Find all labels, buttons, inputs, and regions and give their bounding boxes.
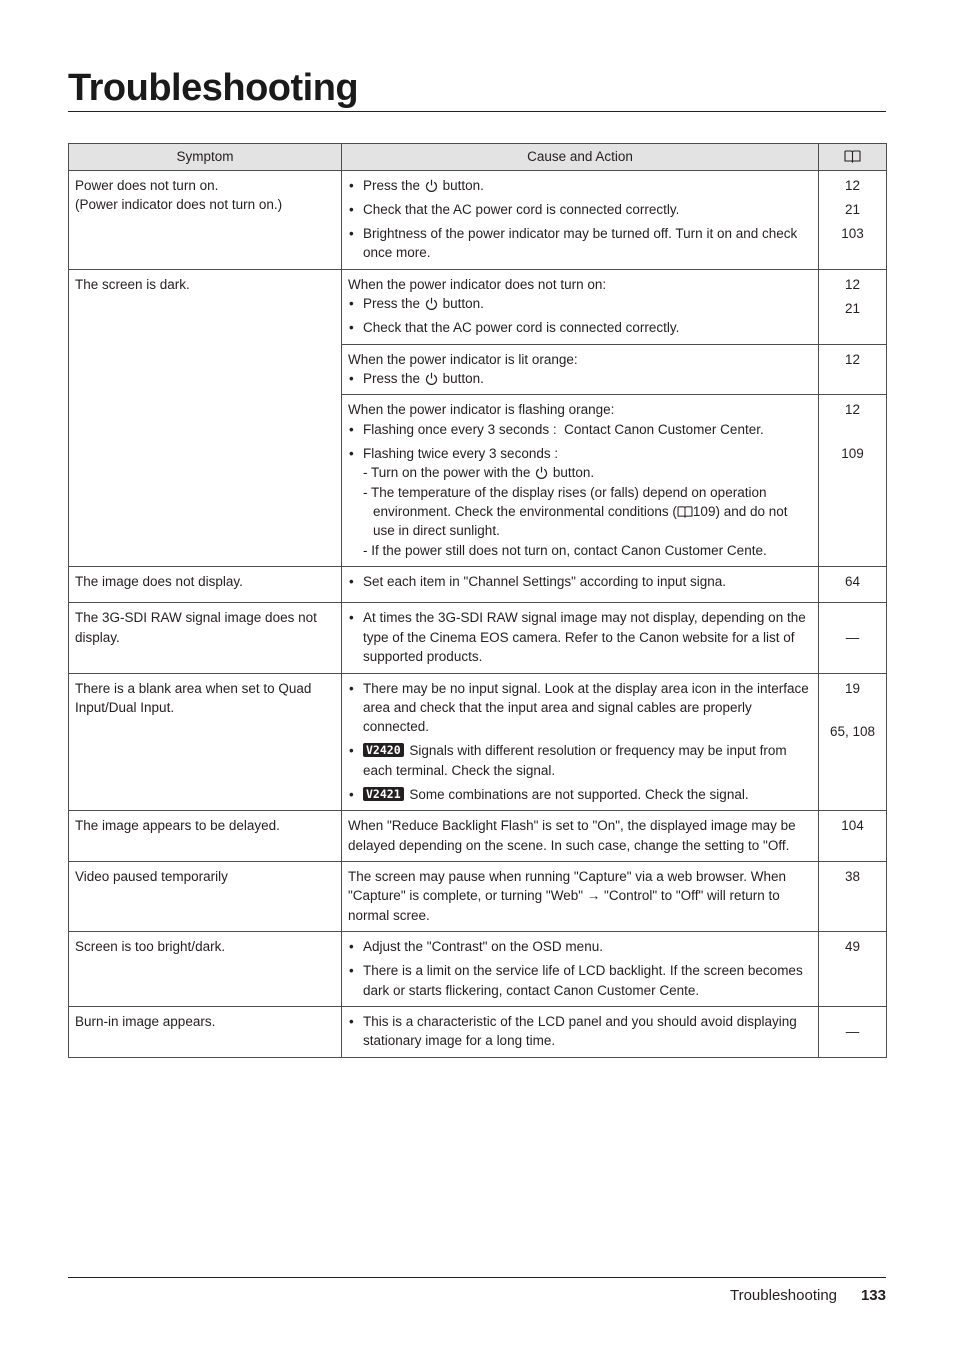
list-item: • Brightness of the power indicator may be turned off. Turn it on and check once more.	[348, 224, 812, 263]
symptom-cell	[69, 673, 342, 811]
list-item: • There may be no input signal. Look at the display area icon in the interface area and check that the input area and signal cables are properly connected.	[348, 679, 812, 737]
symptom-text: Power does not turn on.	[75, 178, 219, 193]
header-page-reference	[819, 144, 887, 171]
symptom-text: Burn-in image appears.	[75, 1013, 216, 1029]
footer-section-label: Troubleshooting	[729, 1287, 837, 1304]
page-ref: 21	[844, 202, 861, 217]
page-ref: —	[845, 1023, 860, 1039]
sub-item: - Turn on the power with the button.	[363, 465, 595, 481]
list-item: • Adjust the "Contrast" on the OSD menu.	[348, 937, 812, 956]
page-ref-cell	[819, 1006, 887, 1057]
sub-item: - If the power still does not turn on, contact Canon Customer Cente.	[363, 542, 767, 558]
page-ref-cell	[819, 344, 887, 395]
page-ref-cell	[819, 861, 887, 931]
symptom-cell	[69, 567, 342, 603]
symptom-cell	[69, 811, 342, 862]
condition-text: When the power indicator does not turn on:	[348, 276, 607, 292]
symptom-text: The 3G-SDI RAW signal image does not display.	[75, 610, 317, 645]
footer-divider	[68, 1277, 886, 1278]
page-ref-cell	[819, 811, 887, 862]
symptom-text: Screen is too bright/dark.	[75, 939, 226, 955]
list-item: • Check that the AC power cord is connected correctly.	[348, 318, 812, 337]
page-ref: 104	[841, 818, 864, 834]
cause-action-cell	[342, 269, 819, 344]
table-row	[69, 861, 887, 931]
cause-action-cell	[342, 1006, 819, 1057]
symptom-text: (Power indicator does not turn on.)	[75, 197, 283, 213]
list-item: • V2420 Signals with different resolution or frequency may be input from each terminal. Check the signal.	[348, 741, 812, 780]
table-row	[69, 171, 887, 270]
list-item: • Press the button.	[348, 176, 812, 195]
list-item: • Press the button.	[348, 369, 812, 388]
page-ref: 12	[844, 276, 861, 292]
symptom-text: The screen is dark.	[75, 276, 190, 292]
page-ref: 109	[841, 445, 864, 461]
page-ref: —	[845, 629, 860, 645]
header-cause-action: Cause and Action	[342, 144, 819, 171]
page-ref: 12	[844, 402, 861, 418]
symptom-cell	[69, 861, 342, 931]
table-row	[69, 603, 887, 673]
book-icon	[844, 149, 861, 163]
page-ref-cell	[819, 395, 887, 567]
page-ref: 38	[844, 868, 861, 884]
cause-action-cell	[342, 395, 819, 567]
page-title: Troubleshooting	[68, 67, 359, 109]
page-ref: 12	[844, 351, 861, 367]
list-item: • This is a characteristic of the LCD panel and you should avoid displaying stationary image for a long time.	[348, 1012, 812, 1051]
cause-action-cell	[342, 603, 819, 673]
list-item: • There is a limit on the service life of LCD backlight. If the screen becomes dark or starts flickering, contact Canon Customer Cente.	[348, 961, 812, 1000]
book-icon	[677, 505, 693, 518]
symptom-text: There is a blank area when set to Quad Input/Dual Input.	[75, 680, 312, 715]
cause-action-cell	[342, 567, 819, 603]
symptom-cell	[69, 1006, 342, 1057]
page-ref: 21	[844, 300, 861, 316]
symptom-cell	[69, 171, 342, 270]
list-item: • At times the 3G-SDI RAW signal image may not display, depending on the type of the Cinema EOS camera. Refer to the Canon website for a list of supported products.	[348, 608, 812, 666]
page-ref-cell	[819, 673, 887, 811]
sub-item: - The temperature of the display rises (or falls) depend on operation environment. Check the environmental conditions ( 109) and do not use in direct sunlight.	[363, 484, 788, 539]
header-symptom: Symptom	[69, 144, 342, 171]
page-ref: 12	[844, 178, 861, 193]
page-ref: 64	[844, 574, 861, 590]
list-item: • Flashing twice every 3 seconds : - Turn on the power with the button. - The temperature of the display rises (or falls) depend on operation environment. Check the environmental conditions ( 109) and do not use in direct sunlight. - If the power still does not turn on, contact Canon Customer Cente.	[348, 444, 812, 560]
list-item: • V2421 Some combinations are not supported. Check the signal.	[348, 785, 812, 804]
model-badge: V2421	[363, 787, 404, 801]
symptom-text: The image does not display.	[75, 574, 243, 590]
condition-text: When the power indicator is lit orange:	[348, 351, 578, 367]
power-icon	[425, 297, 438, 310]
cause-action-cell	[342, 932, 819, 1007]
list-item: • Check that the AC power cord is connected correctly.	[348, 200, 812, 219]
page-ref-cell	[819, 269, 887, 344]
page-ref: 103	[841, 226, 864, 241]
page-number: 133	[860, 1287, 886, 1304]
power-icon	[425, 372, 438, 385]
table-row	[69, 269, 887, 344]
symptom-cell	[69, 932, 342, 1007]
list-item: • Flashing once every 3 seconds : Contact Canon Customer Center.	[348, 420, 812, 439]
table-row	[69, 811, 887, 862]
symptom-text: The image appears to be delayed.	[75, 818, 280, 834]
table-row	[69, 1006, 887, 1057]
power-icon	[425, 179, 438, 192]
cause-action-cell	[342, 673, 819, 811]
list-item: • Set each item in "Channel Settings" according to input signa.	[348, 572, 812, 591]
table-row	[69, 932, 887, 1007]
symptom-cell	[69, 603, 342, 673]
page-ref-cell	[819, 603, 887, 673]
cause-action-cell	[342, 171, 819, 270]
page-ref-cell	[819, 567, 887, 603]
page-ref-cell	[819, 171, 887, 270]
page-ref-cell	[819, 932, 887, 1007]
table-header-row	[69, 144, 887, 171]
page-ref: 49	[844, 939, 861, 955]
troubleshooting-table	[68, 143, 887, 1058]
model-badge: V2420	[363, 743, 404, 757]
table-row	[69, 673, 887, 811]
list-item: • Press the button.	[348, 294, 812, 313]
table-row	[69, 567, 887, 603]
title-divider	[68, 111, 886, 112]
power-icon	[535, 466, 548, 479]
cause-action-cell: When "Reduce Backlight Flash" is set to "On", the displayed image may be delayed depending on the scene. In such case, change the setting to "Off.	[342, 811, 819, 862]
symptom-text: Video paused temporarily	[75, 868, 228, 884]
page-ref: 65, 108	[829, 723, 876, 739]
cause-action-cell: The screen may pause when running "Capture" via a web browser. When "Capture" is complete, or turning "Web" → "Control" to "Off" will return to normal scree.	[342, 861, 819, 931]
cause-action-cell	[342, 344, 819, 395]
symptom-cell	[69, 269, 342, 566]
page-ref: 19	[844, 680, 861, 696]
condition-text: When the power indicator is flashing orange:	[348, 402, 615, 418]
